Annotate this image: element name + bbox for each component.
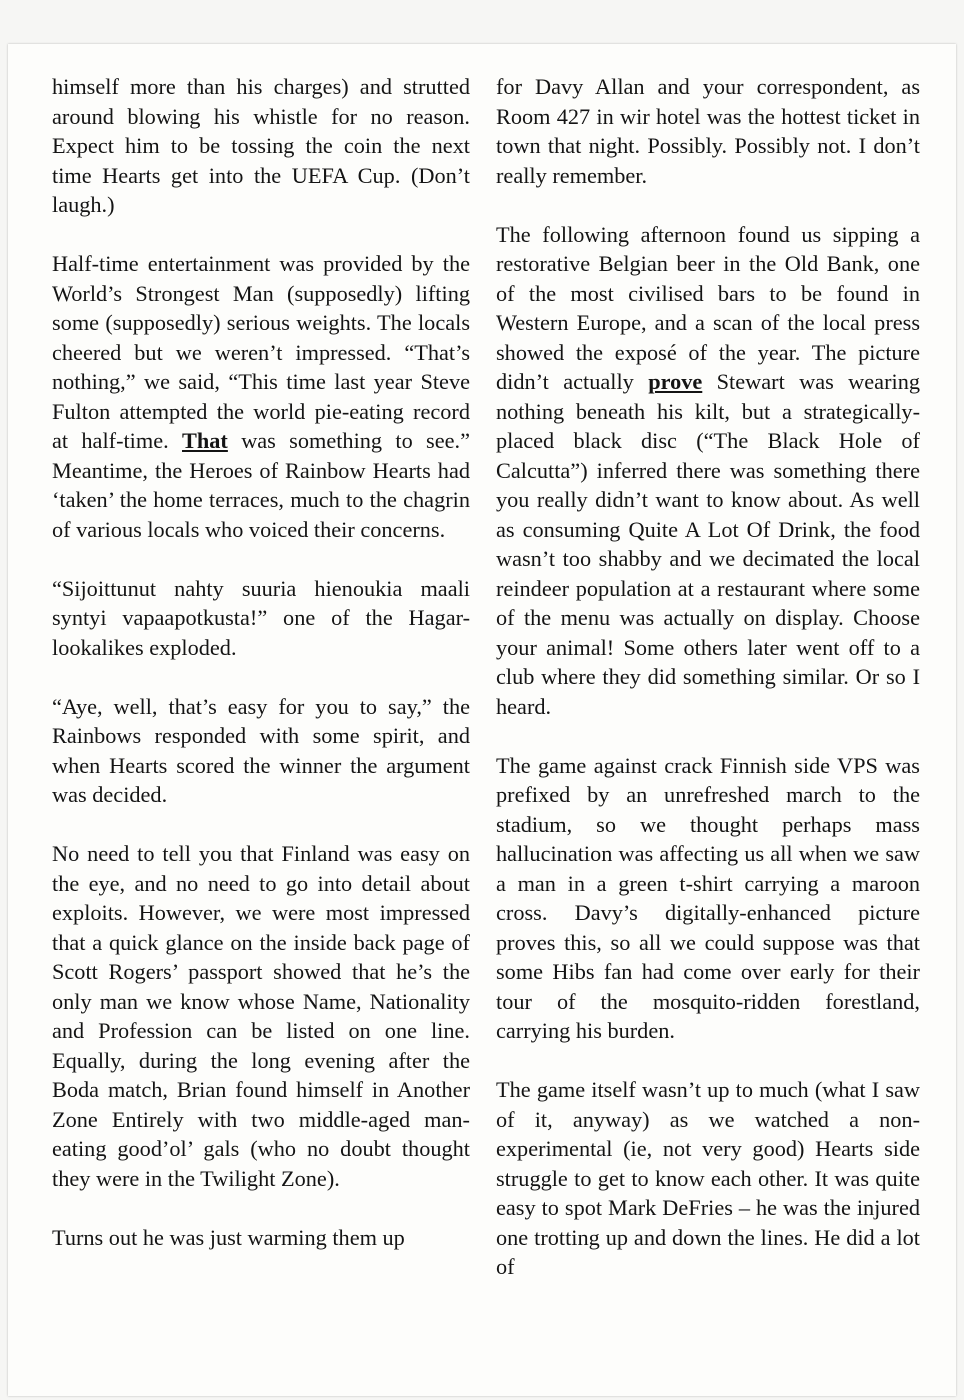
magazine-page [8,44,956,1396]
paragraph [496,220,920,722]
emphasis-that: That [182,428,228,453]
paragraph-text: was something to see.” Meantime, the Heroes of Rainbow Hearts had ‘taken’ the home terraces, much to the chagrin of various locals who voiced their concerns. [52,428,470,542]
paragraph-text: Stewart was wearing nothing beneath his kilt, but a strategically-placed black disc (“The Black Hole of Calcutta”) inferred there was something there you really didn’t want to know about. As well as consuming Quite A Lot Of Drink, the food wasn’t too shabby and we decimated the local reindeer population at a restaurant where some of the menu was actually on display. Choose your animal! Some others later went off to a club where they did something similar. Or so I heard. [496,369,920,719]
left-column [52,72,470,1252]
paragraph: for Davy Allan and your correspondent, as Room 427 in wir hotel was the hottest ticket in town that night. Possibly. Possibly not. I don’t really remember. [496,74,920,188]
paragraph: No need to tell you that Finland was easy on the eye, and no need to go into detail about exploits. However, we were most impressed that a quick glance on the inside back page of Scott Rogers’ passport showed that he’s the only man we know whose Name, Nationality and Profession can be listed on one line. Equally, during the long evening after the Boda match, Brian found himself in Another Zone Entirely with two middle-aged man-eating good’ol’ gals (who no doubt thought they were in the Twilight Zone). [52,841,470,1191]
paragraph: The game itself wasn’t up to much (what I saw of it, anyway) as we watched a non-experimental (ie, not very good) Hearts side struggle to get to know each other. It was quite easy to spot Mark DeFries – he was the injured one trotting up and down the lines. He did a lot of [496,1077,920,1279]
paragraph: “Sijoittunut nahty suuria hienoukia maali syntyi vapaapotkusta!” one of the Hagar-lookalikes exploded. [52,575,470,660]
paragraph: Turns out he was just warming them up [52,1224,405,1250]
right-column [496,72,920,1282]
paragraph-text: Half-time entertainment was provided by the World’s Strongest Man (supposedly) lifting some (supposedly) serious weights. The locals cheered but we weren’t impressed. “That’s nothing,” we said, “This time last year Steve Fulton attempted the world pie-eating record at half-time. [52,251,470,453]
emphasis-prove: prove [648,369,703,394]
paragraph-text: The following afternoon found us sipping a restorative Belgian beer in the Old Bank, one of the most civilised bars to be found in Western Europe, and a scan of the local press showed the exposé of the year. The picture didn’t actually [496,221,920,394]
paragraph [52,249,470,544]
paragraph: himself more than his charges) and strutted around blowing his whistle for no reason. Expect him to be tossing the coin the next time Hearts get into the UEFA Cup. (Don’t laugh.) [52,74,470,217]
paragraph: “Aye, well, that’s easy for you to say,” the Rainbows responded with some spirit, and when Hearts scored the winner the argument was decided. [52,693,470,807]
paragraph: The game against crack Finnish side VPS was prefixed by an unrefreshed march to the stadium, so we thought perhaps mass hallucination was affecting us all when we saw a man in a green t-shirt carrying a maroon cross. Davy’s digitally-enhanced picture proves this, so all we could suppose was that some Hibs fan had come over early for their tour of the mosquito-ridden forestland, carrying his burden. [496,752,920,1043]
